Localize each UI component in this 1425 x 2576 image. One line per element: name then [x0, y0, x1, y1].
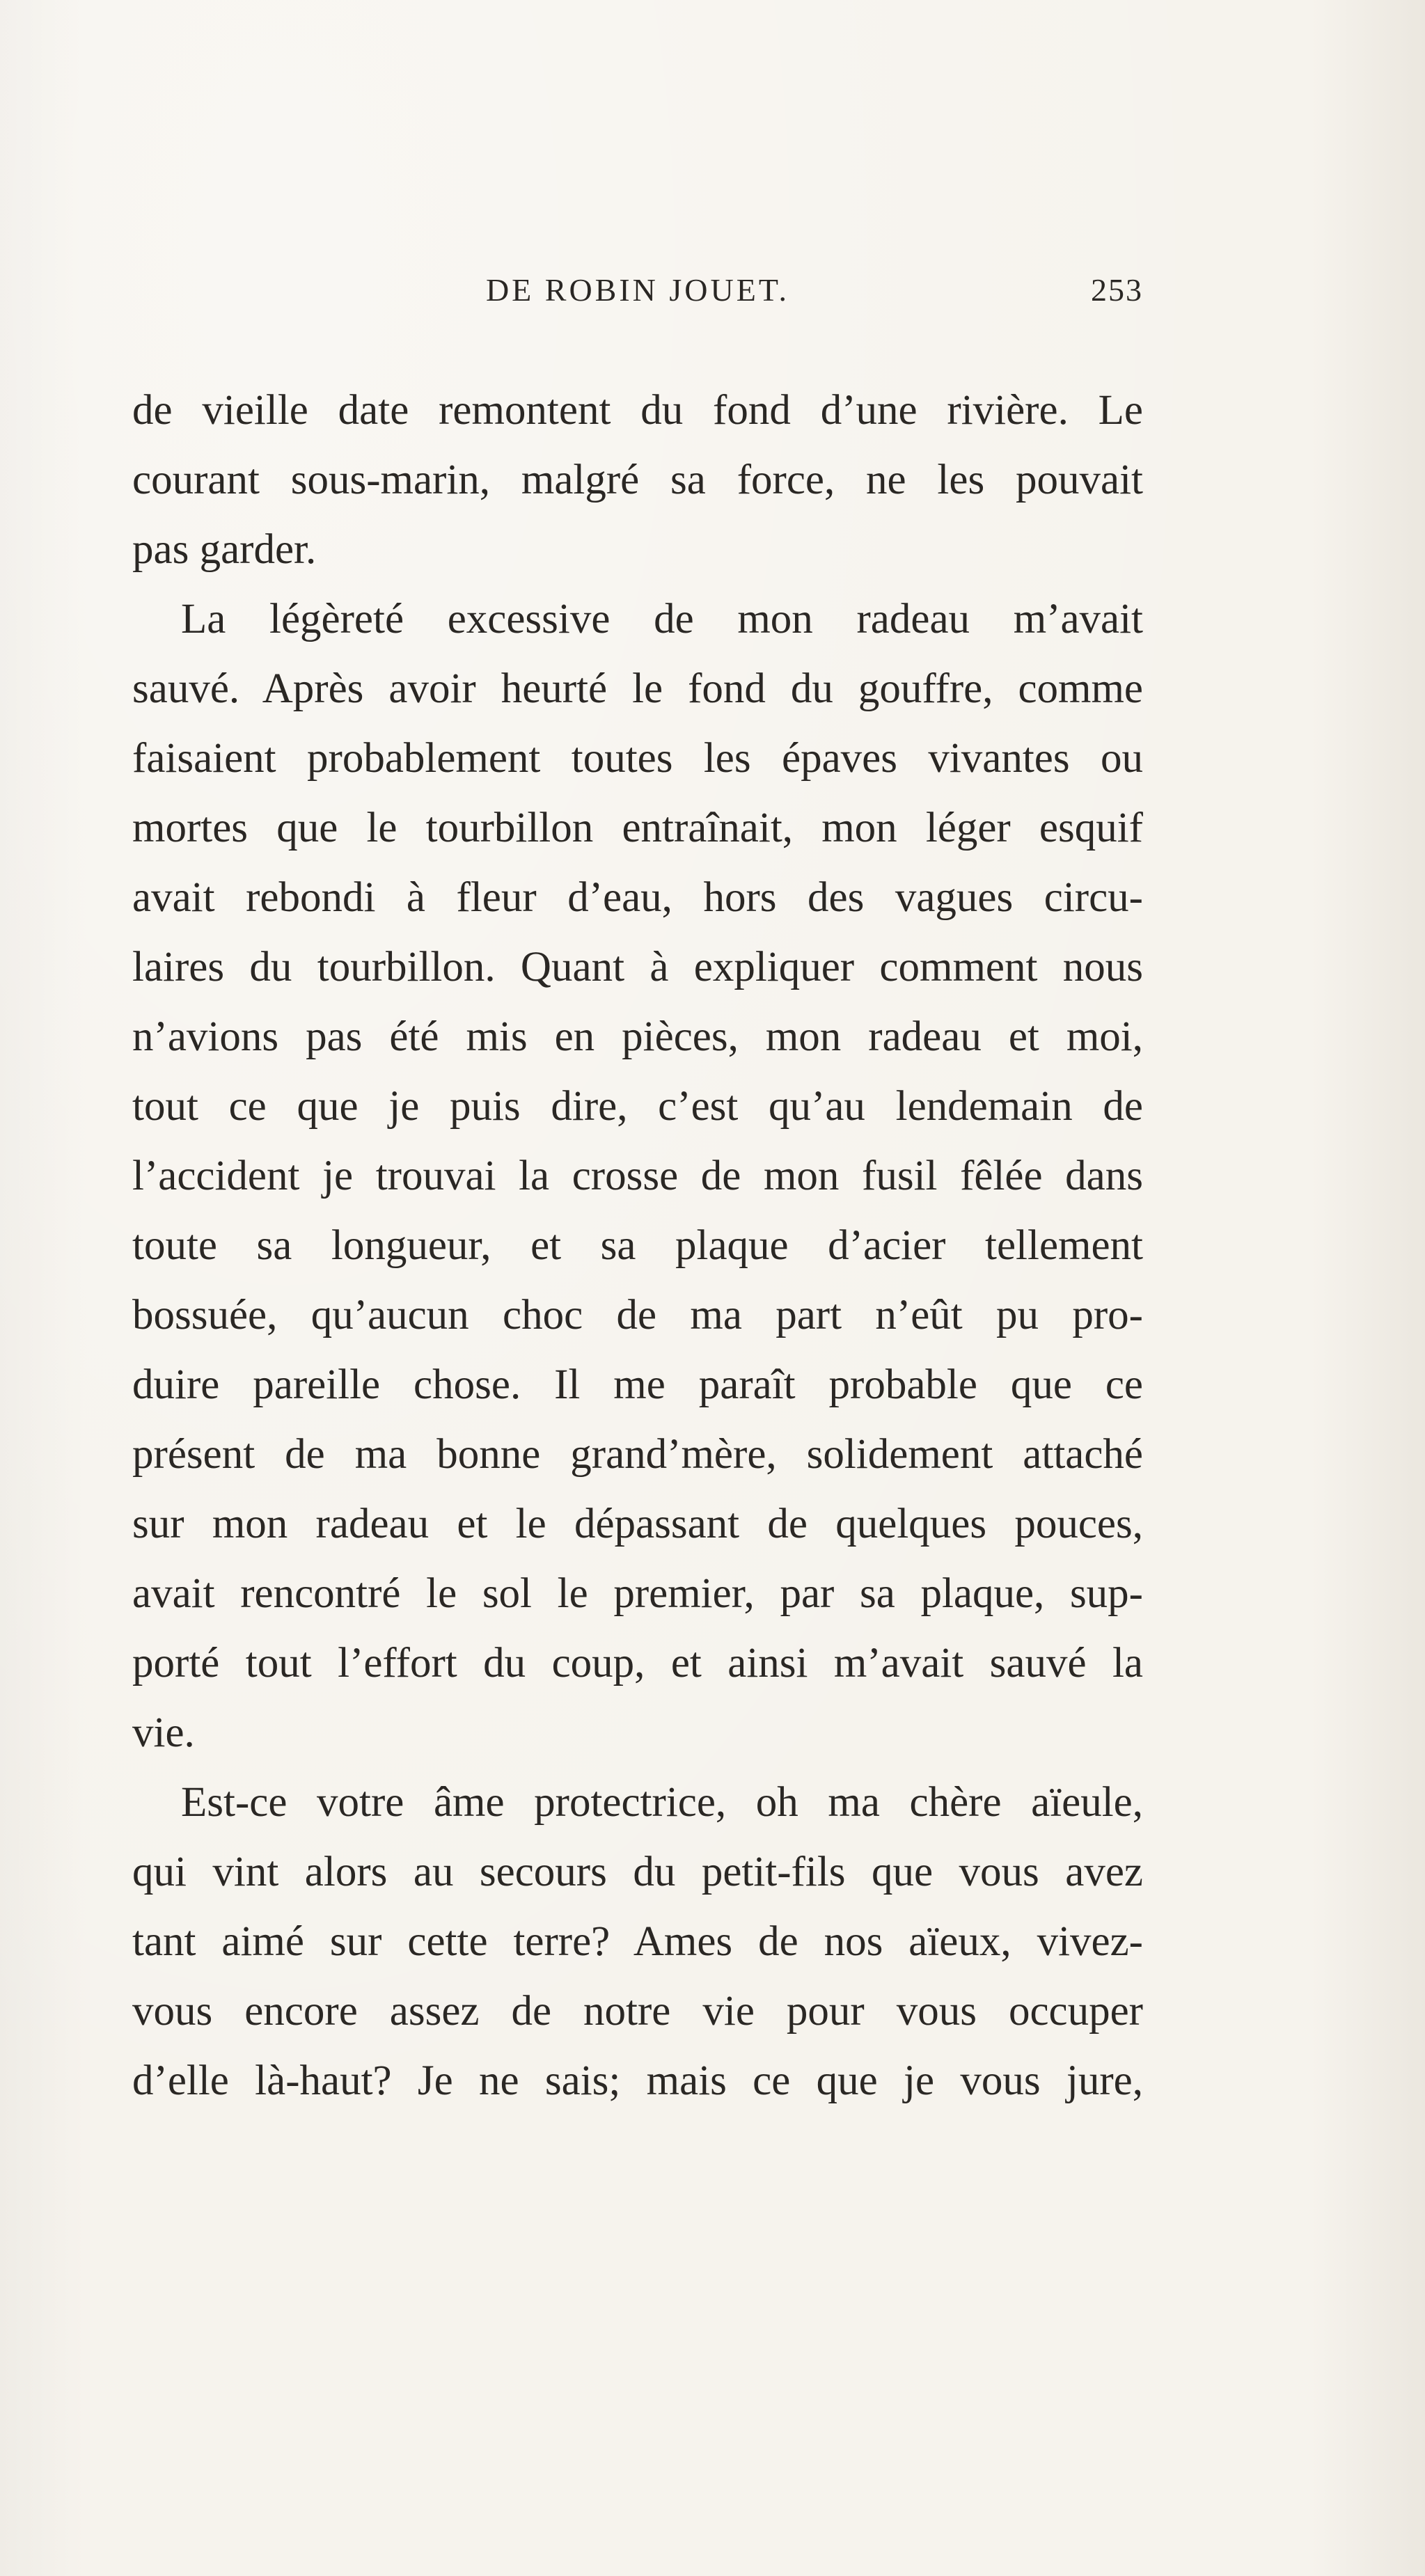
running-title: DE ROBIN JOUET. — [485, 272, 790, 308]
text-line: toute sa longueur, et sa plaque d’acier tellement — [132, 1222, 1143, 1269]
text-line: laires du tourbillon. Quant à expliquer comment nous — [132, 944, 1143, 990]
text-line: l’accident je trouvai la crosse de mon fusil fêlée dans — [132, 1153, 1143, 1199]
text-line: pas garder. — [132, 526, 317, 573]
text-line: d’elle là-haut? Je ne sais; mais ce que je vous jure, — [132, 2057, 1143, 2104]
text-line: qui vint alors au secours du petit-fils que vous avez — [132, 1849, 1143, 1895]
text-line: courant sous-marin, malgré sa force, ne les pouvait — [132, 457, 1143, 503]
text-line: sur mon radeau et le dépassant de quelques pouces, — [132, 1501, 1143, 1547]
text-line: faisaient probablement toutes les épaves vivantes ou — [132, 735, 1143, 782]
text-line: Est-ce votre âme protectrice, oh ma chère aïeule, — [181, 1779, 1143, 1826]
text-line: vous encore assez de notre vie pour vous occuper — [132, 1988, 1143, 2034]
text-line: mortes que le tourbillon entraînait, mon léger esquif — [132, 805, 1143, 851]
text-line: présent de ma bonne grand’mère, solidement attaché — [132, 1431, 1143, 1478]
text-line: tout ce que je puis dire, c’est qu’au lendemain de — [132, 1083, 1143, 1130]
running-head — [132, 271, 1143, 320]
body-text — [132, 376, 1143, 2116]
text-line: tant aimé sur cette terre? Ames de nos aïeux, vivez- — [132, 1918, 1143, 1965]
page-number: 253 — [1091, 272, 1143, 308]
text-line: La légèreté excessive de mon radeau m’avait — [181, 596, 1143, 642]
text-line: vie. — [132, 1709, 195, 1756]
text-line: n’avions pas été mis en pièces, mon radeau et moi, — [132, 1013, 1143, 1060]
text-line: porté tout l’effort du coup, et ainsi m’avait sauvé la — [132, 1640, 1143, 1686]
text-line: duire pareille chose. Il me paraît probable que ce — [132, 1361, 1143, 1408]
text-line: avait rencontré le sol le premier, par sa plaque, sup- — [132, 1570, 1143, 1617]
text-line: de vieille date remontent du fond d’une rivière. Le — [132, 387, 1143, 434]
text-line: bossuée, qu’aucun choc de ma part n’eût pu pro- — [132, 1292, 1143, 1338]
text-line: avait rebondi à fleur d’eau, hors des vagues circu- — [132, 874, 1143, 921]
text-line: sauvé. Après avoir heurté le fond du gouffre, comme — [132, 665, 1143, 712]
